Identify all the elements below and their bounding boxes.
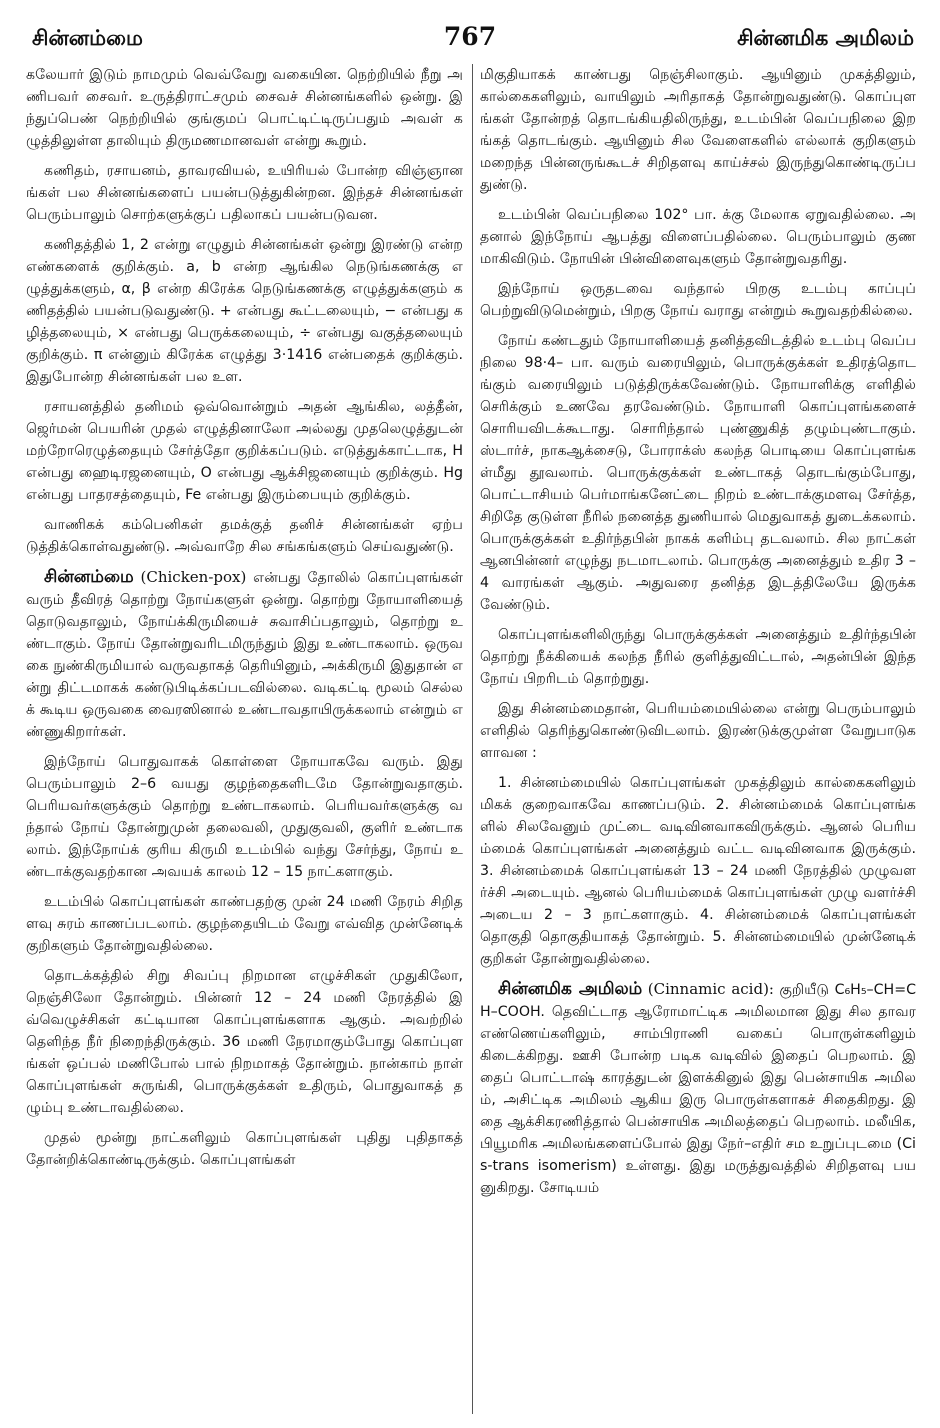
paragraph-sciences: கணிதம், ரசாயனம், தாவரவியல், உயிரியல் போன்ற விஞ்ஞானங்கள் பல சின்னங்களைப் பயன்படுத்துகின்றன. இந்தச் சின்னங்கள் பெரும்பாலும் சொற்களுக்குப் பதிலாகப் பயன்படுவன. [26, 163, 463, 223]
page-header [22, 22, 918, 62]
right-column [480, 64, 916, 1414]
paragraph-eruptions: தொடக்கத்தில் சிறு சிவப்பு நிறமான எழுச்சிகள் முதுகிலோ, நெஞ்சிலோ தோன்றும். பின்னர் 12 – 24 மணி நேரத்தில் இவ்வெழுச்சிகள் கட்டியான கொப்புளங்களாக ஆகும். அவற்றில் தெளிந்த நீர் நிறைந்திருக்கும். 36 மணி நேரமாகும்போது கொப்புளங்கள் ஒப்பல் மணிபோல் பால் நிறமாகத் தோன்றும். நான்காம் நாள் கொப்புளங்கள் சுருங்கி, பொருக்குக்கள் உதிரும், பொதுவாகத் தழும்பு உண்டாவதில்லை. [26, 968, 463, 1116]
entry-cinnamic-acid [480, 978, 916, 1199]
right-running-head: சின்னமிக அமிலம் [737, 26, 914, 50]
column-divider [472, 64, 473, 1414]
entry-latin-term: (Chicken-pox) [140, 568, 247, 586]
paragraph-chemistry-symbols: ரசாயனத்தில் தனிமம் ஒவ்வொன்றும் அதன் ஆங்கில, லத்தீன், ஜெர்மன் பெயரின் முதல் எழுத்தினாலோ அல்லது முதலெழுத்துடன் மற்றோரெழுத்தையும் சேர்த்தோ குறிக்கப்படும். எடுத்துக்காட்டாக, H என்பது ஹைடிரஜனையும், O என்பது ஆக்சிஜனையும் குறிக்கும். Hg என்பது பாதரசத்தையும், Fe என்பது இரும்பையும் குறிக்கும். [26, 399, 463, 503]
page-number: 767 [443, 22, 497, 51]
paragraph-differences-intro: இது சின்னம்மைதான், பெரியம்மையில்லை என்று பெரும்பாலும் எளிதில் தெரிந்துகொண்டுவிடலாம். இரண்டுக்குமுள்ள வேறுபாடுகளாவன : [480, 701, 916, 761]
entry-latin-term: (Cinnamic acid): [647, 980, 774, 998]
left-column [26, 64, 463, 1414]
paragraph-disinfection: கொப்புளங்களிலிருந்து பொருக்குக்கள் அனைத்தும் உதிர்ந்தபின் தொற்று நீக்கியைக் கலந்த நீரில் குளித்துவிட்டால், அதன்பின் இந்த நோய் பிறரிடம் தொற்றுது. [480, 627, 916, 687]
paragraph-math-symbols: கணிதத்தில் 1, 2 என்று எழுதும் சின்னங்கள் ஒன்று இரண்டு என்ற எண்களைக் குறிக்கும். a, b என்ற ஆங்கில நெடுங்கணக்கு எழுத்துக்களும், α, β என்ற கிரேக்க நெடுங்கணக்கு எழுத்துக்களும் கணிதத்தில் பயன்படுவதுண்டு. + என்பது கூட்டலையும், − என்பது கழித்தலையும், × என்பது பெருக்கலையும், ÷ என்பது வகுத்தலையும் குறிக்கும். π என்னும் கிரேக்க எழுத்து 3·1416 என்பதைக் குறிக்கும். இதுபோன்ற சின்னங்கள் பல உள. [26, 237, 463, 385]
paragraph-differences-list: 1. சின்னம்மையில் கொப்புளங்கள் முகத்திலும் கால்கைகளிலும் மிகக் குறைவாகவே காணப்படும். 2. சின்னம்மைக் கொப்புளங்களில் சிலவேனும் முட்டை வடிவினவாகவிருக்கும். ஆனல் பெரியம்மைக் கொப்புளங்கள் அனைத்தும் வட்ட வடிவினவாக இருக்கும். 3. சின்னம்மைக் கொப்புளங்கள் 13 – 24 மணி நேரத்தில் முழுவளர்ச்சி அடையும். ஆனல் பெரியம்மைக் கொப்புளங்கள் முழு வளர்ச்சி அடைய 2 – 3 நாட்களாகும். 4. சின்னம்மைக் கொப்புளங்கள் தொகுதி தொகுதியாகத் தோன்றும். 5. சின்னம்மையில் முன்னேடிக் குறிகள் தோன்றுவதில்லை. [480, 775, 916, 967]
entry-text: என்பது தோலில் கொப்புளங்கள் வரும் தீவிரத் தொற்று நோய்களுள் ஒன்று. தொற்று நோயாளியைத் தொடுவதாலும், நோய்க்கிருமியைச் சுவாசிப்பதாலும், தொற்று உண்டாகும். நோய் தோன்றுவரிடமிருந்தும் இது உண்டாகலாம். ஒருவகை நுண்கிருமியால் வருவதாகத் தெரியினும், அக்கிருமி இதுதான் என்று திட்டமாகக் கண்டுபிடிக்கப்படவில்லை. வடிகட்டி மூலம் செல்லக் கூடிய ஒருவகை வைரஸினால் உண்டாவதாயிருக்கலாம் என்றும் எண்ணுகிறார்கள். [26, 570, 463, 740]
paragraph-fever: உடம்பில் கொப்புளங்கள் காண்பதற்கு முன் 24 மணி நேரம் சிறிதளவு சுரம் காணப்படலாம். குழந்தையிடம் வேறு எவ்வித முன்னேடிக் குறிகளும் தோன்றுவதில்லை. [26, 894, 463, 954]
paragraph-epidemic: இந்நோய் பொதுவாகக் கொள்ளை நோயாகவே வரும். இது பெரும்பாலும் 2–6 வயது குழந்தைகளிடமே தோன்றுவதாகும். பெரியவர்களுக்கும் தொற்று உண்டாகலாம். பெரியவர்களுக்கு வந்தால் நோய் தோன்றுமுன் தலைவலி, முதுகுவலி, குளிர் உண்டாகலாம். இந்நோய்க் குரிய கிருமி உடம்பில் வந்து சேர்ந்து, நோய் உண்டாக்குவதற்கான அவயக் காலம் 12 – 15 நாட்களாகும். [26, 754, 463, 880]
entry-text: குறியீடு C₆H₅–CH=CH–COOH. தெவிட்டாத ஆரோமாட்டிக அமிலமான இது சில தாவர எண்ணெய்களிலும், சாம்பிராணி வகைப் பொருள்களிலும் கிடைக்கிறது. ஊசி போன்ற படிக வடிவில் இதைப் பெறலாம். இதைப் பொட்டாஷ் காரத்துடன் இளக்கினுல் இது பென்சாயிக அமிலம், அசிட்டிக அமிலம் ஆகிய இரு பொருள்களாகச் சிதைகிறது. இதை ஆக்சிகரணித்தால் பென்சாயிக அமிலத்தைப் பெறலாம். மலீயிக, பியூமரிக அமிலங்களைப்போல் இது நேர்–எதிர் சம உறுப்புடமை (Cis-trans isomerism) உள்ளது. இது மருத்துவத்தில் சிறிதளவு பயனுகிறது. சோடியம் [480, 982, 916, 1196]
left-running-head: சின்னம்மை [32, 26, 143, 50]
entry-term: சின்னம்மை [44, 567, 134, 587]
paragraph-first-days: முதல் மூன்று நாட்களிலும் கொப்புளங்கள் புதிது புதிதாகத் தோன்றிக்கொண்டிருக்கும். கொப்புளங்கள் [26, 1130, 463, 1168]
paragraph-company-symbols: வாணிகக் கம்பெனிகள் தமக்குத் தனிச் சின்னங்கள் ஏற்படுத்திக்கொள்வதுண்டு. அவ்வாறே சில சங்கங்களும் செய்வதுண்டு. [26, 517, 463, 555]
paragraph-blister-locations: மிகுதியாகக் காண்பது நெஞ்சிலாகும். ஆயினும் முகத்திலும், கால்கைகளிலும், வாயிலும் அரிதாகத் தோன்றுவதுண்டு. கொப்புளங்கள் தோன்றத் தொடங்கியதிலிருந்து, உடம்பின் வெப்பநிலை இறங்கத் தொடங்கும். ஆயினும் சில வேளைகளில் எல்லாக் குறிகளும் மறைந்த பின்னருங்கூடச் சிறிதளவு காய்ச்சல் இருந்துகொண்டிருப்பதுண்டு. [480, 67, 916, 193]
paragraph-treatment: நோய் கண்டதும் நோயாளியைத் தனித்தவிடத்தில் உடம்பு வெப்பநிலை 98·4– பா. வரும் வரையிலும், பொருக்குக்கள் உதிரத்தொடங்கும் வரையிலும் படுத்திருக்கவேண்டும். நோயாளிக்கு எளிதில் செரிக்கும் உணவே தரவேண்டும். நோயாளி கொப்புளங்களைச் சொரியவிடக்கூடாது. சொரிந்தால் புண்ணுகித் தழும்புண்டாகும். ஸ்டார்ச், நாகஆக்சைடு, போராக்ஸ் கலந்த பொடியை கொப்புளங்கள்மீது தூவலாம். பொருக்குக்கள் உண்டாகத் தொடங்கும்போது, பொட்டாசியம் பெர்மாங்கனேட்டை நிறம் உண்டாக்குமளவு சேர்த்த, சிறிதே குடுள்ள நீரில் நனைத்த துணியால் மெதுவாகத் துடைக்கலாம். பொருக்குக்கள் உதிர்ந்தபின் நாகக் களிம்பு தடவலாம். சில நாட்கள் ஆனபின்னர் எழுந்து நடமாடலாம். பொருக்கு அனைத்தும் உதிர 3 – 4 வாரங்கள் ஆகும். அதுவரை தனித்த இடத்திலேயே இருக்கவேண்டும். [480, 333, 916, 613]
entry-term: சின்னமிக அமிலம் [498, 979, 643, 999]
paragraph-symbols-intro: கலேயார் இடும் நாமமும் வெவ்வேறு வகையின. நெற்றியில் நீறு அணிபவர் சைவர். உருத்திராட்சமும் சைவச் சின்னங்களில் ஒன்று. இந்துப்பெண் நெற்றியில் குங்குமப் பொட்டிட்டிருப்பதும் அவள் கழுத்திலுள்ள தாலியும் திருமணமானவள் என்று கூறும். [26, 67, 463, 149]
paragraph-immunity: இந்நோய் ஒருதடவை வந்தால் பிறகு உடம்பு காப்புப் பெற்றுவிடுமென்றும், பிறகு நோய் வராது என்றும் கூறுவதற்கில்லை. [480, 281, 916, 319]
paragraph-temperature: உடம்பின் வெப்பநிலை 102° பா. க்கு மேலாக ஏறுவதில்லை. அதனால் இந்நோய் ஆபத்து விளைப்பதில்லை. பெரும்பாலும் குணமாகிவிடும். நோயின் பின்விளைவுகளும் தோன்றுவதரிது. [480, 207, 916, 267]
entry-chicken-pox [26, 566, 463, 743]
